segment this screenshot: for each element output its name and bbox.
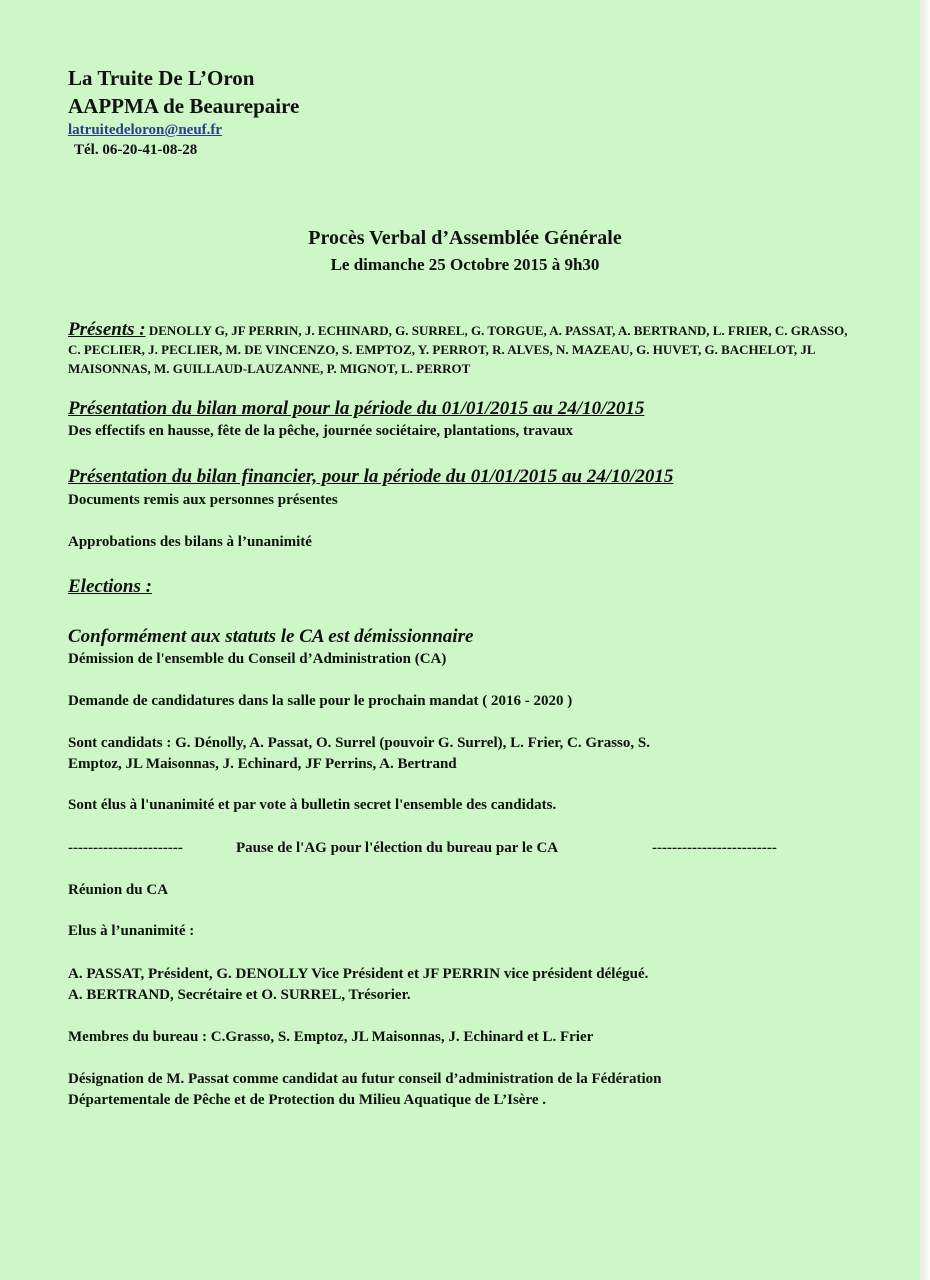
- document-title: Procès Verbal d’Assemblée Générale: [308, 227, 622, 249]
- bureau-line-2: A. BERTRAND, Secrétaire et O. SURREL, Trésorier.: [68, 987, 411, 1003]
- org-name: La Truite De L’Oron: [68, 66, 255, 90]
- pause-dashes-left: -----------------------: [68, 840, 183, 856]
- demande-text: Demande de candidatures dans la salle pour le prochain mandat ( 2016 - 2020 ): [68, 693, 573, 709]
- approbation-text: Approbations des bilans à l’unanimité: [68, 534, 312, 550]
- demission-text: Démission de l'ensemble du Conseil d’Administration (CA): [68, 651, 447, 667]
- candidats-line-1: Sont candidats : G. Dénolly, A. Passat, O. Surrel (pouvoir G. Surrel), L. Frier, C. Grasso, S.: [68, 735, 650, 751]
- bilan-moral-text: Des effectifs en hausse, fête de la pêche, journée sociétaire, plantations, travaux: [68, 423, 574, 439]
- presents-label: Présents :: [68, 319, 146, 340]
- document-date: Le dimanche 25 Octobre 2015 à 9h30: [330, 255, 600, 274]
- presents-names: DENOLLY G, JF PERRIN, J. ECHINARD, G. SURREL, G. TORGUE, A. PASSAT, A. BERTRAND, L. FRIER, C. GRASSO, C. PECLIER, J. PECLIER, M. DE VINCENZO, S. EMPTOZ, Y. PERROT, R. ALVES, N. MAZEAU, G. HUVET, G. BACHELOT, JL MAISONNAS, M. GUILLAUD-LAUZANNE, P. MIGNOT, L. PERROT: [68, 323, 848, 376]
- statuts-heading: Conformément aux statuts le CA est démissionnaire: [68, 626, 474, 647]
- bilan-financier-text: Documents remis aux personnes présentes: [68, 492, 338, 508]
- membres-text: Membres du bureau : C.Grasso, S. Emptoz, JL Maisonnas, J. Echinard et L. Frier: [68, 1029, 594, 1045]
- elus-text: Sont élus à l'unanimité et par vote à bulletin secret l'ensemble des candidats.: [68, 797, 557, 813]
- bilan-moral-heading: Présentation du bilan moral pour la période du 01/01/2015 au 24/10/2015: [68, 398, 645, 419]
- email-link[interactable]: latruitedeloron@neuf.fr: [68, 122, 223, 138]
- pause-dashes-right: -------------------------: [652, 840, 777, 856]
- org-subtitle: AAPPMA de Beaurepaire: [68, 94, 300, 118]
- elus-unanimite-text: Elus à l’unanimité :: [68, 923, 195, 939]
- elections-heading: Elections :: [68, 576, 152, 597]
- presents-block: [68, 320, 858, 378]
- designation-line-1: Désignation de M. Passat comme candidat au futur conseil d’administration de la Fédération: [68, 1071, 662, 1087]
- phone-number: Tél. 06-20-41-08-28: [74, 142, 198, 158]
- bilan-financier-heading: Présentation du bilan financier, pour la période du 01/01/2015 au 24/10/2015: [68, 466, 674, 487]
- bureau-line-1: A. PASSAT, Président, G. DENOLLY Vice Président et JF PERRIN vice président délégué.: [68, 966, 649, 982]
- reunion-text: Réunion du CA: [68, 882, 169, 898]
- pause-text: Pause de l'AG pour l'élection du bureau par le CA: [236, 840, 559, 856]
- candidats-line-2: Emptoz, JL Maisonnas, J. Echinard, JF Perrins, A. Bertrand: [68, 756, 457, 772]
- designation-line-2: Départementale de Pêche et de Protection du Milieu Aquatique de L’Isère .: [68, 1092, 546, 1108]
- scan-edge: [922, 0, 930, 1280]
